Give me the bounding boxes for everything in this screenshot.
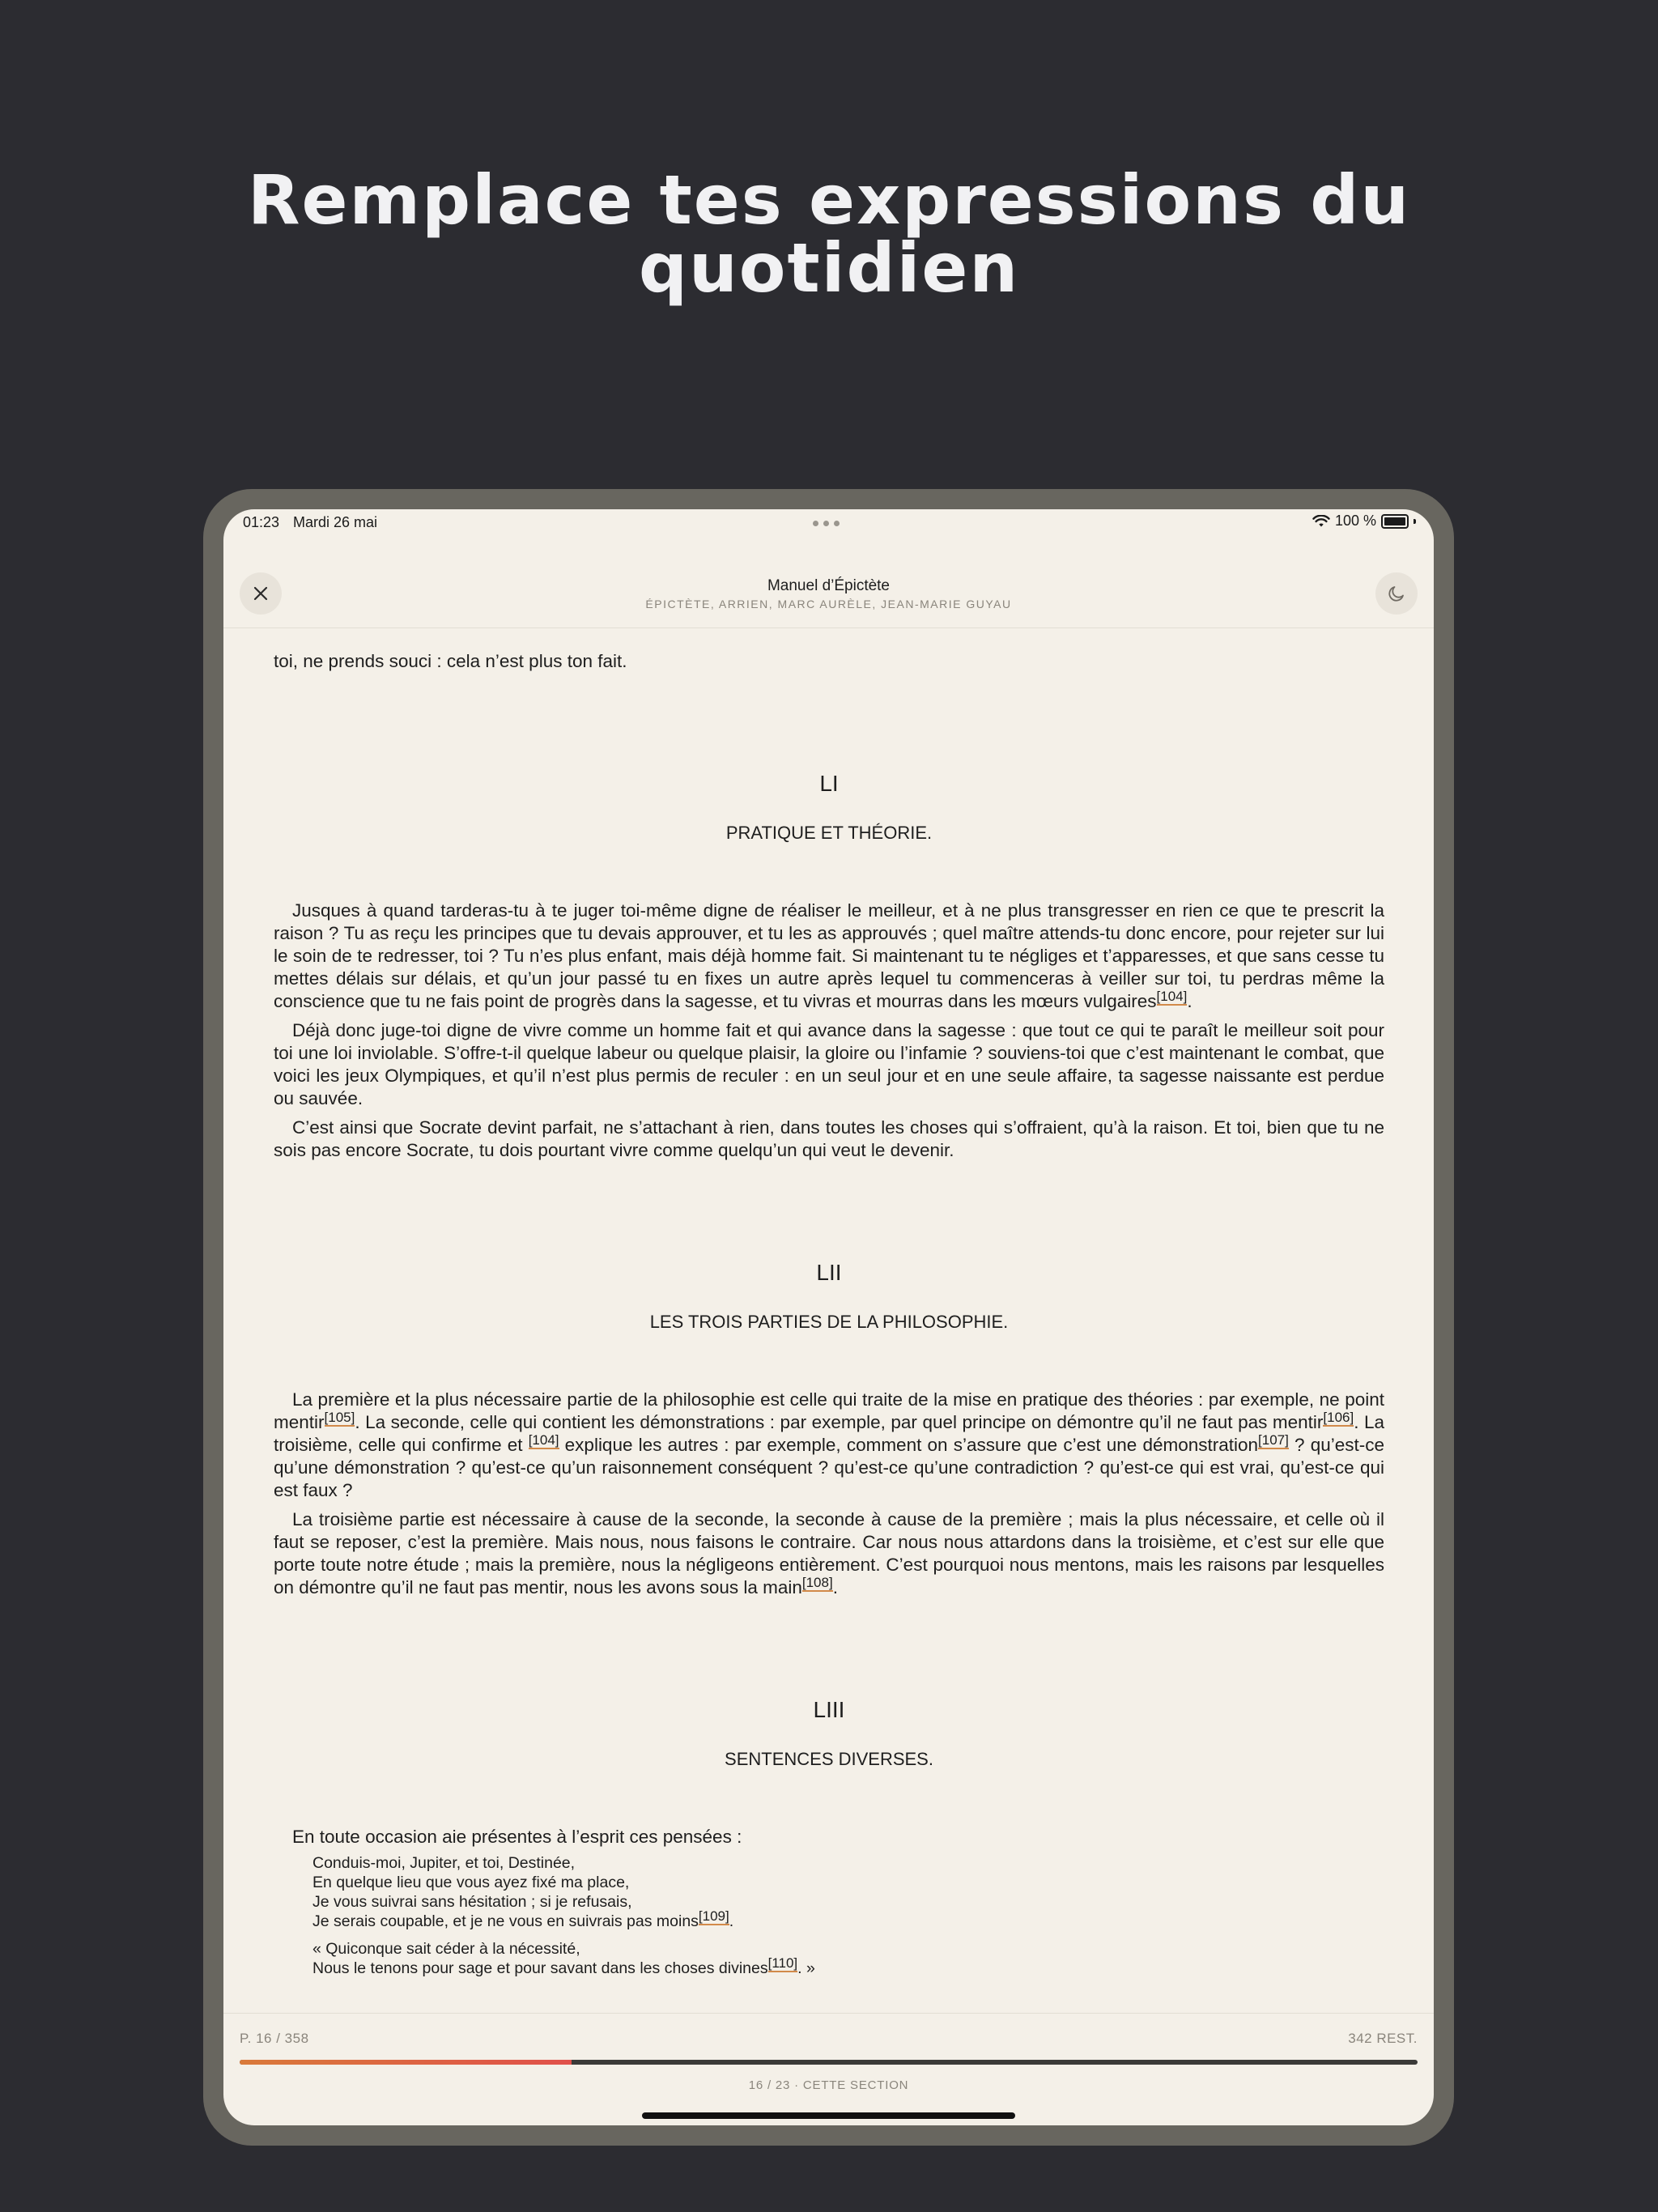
footnote-link[interactable]: [107]	[1258, 1431, 1289, 1448]
reading-progress-fill	[240, 2060, 572, 2065]
theme-toggle-button[interactable]	[1375, 572, 1418, 615]
reader-screen	[223, 509, 1434, 2125]
battery-tip	[1414, 519, 1416, 524]
pages-remaining: 342 REST.	[1348, 2031, 1418, 2046]
wifi-icon	[1312, 515, 1330, 528]
headline-line-2: quotidien	[638, 228, 1020, 308]
verse-line: Nous le tenons pour sage et pour savant dans les choses divines[110]. »	[312, 1955, 815, 1977]
status-right	[1312, 513, 1416, 530]
battery-percent: 100 %	[1334, 513, 1376, 529]
footnote-link[interactable]: [110]	[767, 1955, 798, 1971]
verse-block	[312, 1853, 1384, 1978]
section-progress: 16 / 23 · CETTE SECTION	[748, 2078, 909, 2092]
verse-line: Je vous suivrai sans hésitation ; si je refusais,	[312, 1893, 632, 1911]
chapter-title: SENTENCES DIVERSES.	[725, 1749, 933, 1769]
paragraph-continued: toi, ne prends souci : cela n’est plus ton fait.	[274, 651, 627, 671]
footnote-link[interactable]: [108]	[801, 1574, 833, 1590]
status-date: Mardi 26 mai	[293, 514, 378, 530]
chapter-title: PRATIQUE ET THÉORIE.	[725, 823, 933, 843]
book-authors: ÉPICTÈTE, ARRIEN, MARC AURÈLE, JEAN-MARIE GUYAU	[645, 598, 1012, 610]
paragraph: La troisième partie est nécessaire à cause de la seconde, la seconde à cause de la première ; mais la plus nécessaire, et celle où il faut se reposer, c’est la première. Mais nous, nous faisons le contraire. Car nous nous attardons dans la troisième, et c’est sur elle que porte toute notre étude ; mais la première, nous la négligeons entièrement. C’est pourquoi nous mentons, mais les raisons par lesquelles on démontre qu’il ne faut pas mentir, nous les avons sous la main[108].	[274, 1509, 1384, 1597]
book-text	[274, 627, 1384, 1978]
paragraph: La première et la plus nécessaire partie de la philosophie est celle qui traite de la mise en pratique des théories : par exemple, ne point mentir[105]. La seconde, celle qui contient les démonstrations : par exemple, par quel principe on démontre qu’il ne faut pas mentir[106]. La troisième, celle qui confirme et [104] explique les autres : par exemple, comment on s’assure que c’est une démonstration[107] ? qu’est-ce qu’une démonstration ? qu’est-ce qu’un raisonnement conséquent ? qu’est-ce qu’une contradiction ? qu’est-ce qui est vrai, qu’est-ce qui est faux ?	[274, 1389, 1385, 1500]
chapter-number: LIII	[813, 1697, 845, 1722]
reading-progress-bar[interactable]	[240, 2060, 1418, 2065]
footnote-link[interactable]: [104]	[528, 1431, 559, 1448]
status-time: 01:23	[243, 514, 280, 530]
paragraph: Déjà donc juge-toi digne de vivre comme un homme fait et qui avance dans la sagesse : que tout ce qui te paraît le meilleur soit pour toi une loi inviolable. S’offre-t-il quelque labeur ou quelque plaisir, la gloire ou l’infamie ? souviens-toi que c’est maintenant le combat, que voici les jeux Olympiques, et qu’il n’est plus permis de reculer : en un seul jour et en une seule affaire, ta sagesse naissante est perdue ou sauvée.	[274, 1020, 1384, 1108]
footnote-link[interactable]: [109]	[698, 1908, 729, 1924]
multitasking-dots-icon[interactable]	[813, 521, 840, 526]
moon-icon	[1387, 584, 1406, 603]
status-bar	[223, 509, 1434, 538]
footnote-link[interactable]: [104]	[1156, 988, 1188, 1004]
battery-icon	[1381, 514, 1409, 529]
chapter-number: LII	[816, 1260, 842, 1285]
home-indicator[interactable]	[642, 2112, 1015, 2119]
page-indicator: P. 16 / 358	[240, 2031, 309, 2046]
chapter-number: LI	[819, 771, 839, 796]
chapter-title: LES TROIS PARTIES DE LA PHILOSOPHIE.	[649, 1312, 1009, 1332]
verse-line: Conduis-moi, Jupiter, et toi, Destinée,	[312, 1854, 576, 1872]
verse-line: Je serais coupable, et je ne vous en suivrais pas moins[109].	[312, 1908, 734, 1930]
verse-line: En quelque lieu que vous ayez fixé ma place,	[312, 1874, 630, 1891]
paragraph: En toute occasion aie présentes à l’esprit ces pensées :	[292, 1827, 742, 1847]
headline-line-1: Remplace tes expressions du	[247, 160, 1411, 240]
footnote-link[interactable]: [106]	[1323, 1409, 1354, 1425]
footnote-link[interactable]: [105]	[324, 1409, 355, 1425]
reader-header	[223, 538, 1434, 628]
paragraph: Jusques à quand tarderas-tu à te juger toi-même digne de réaliser le meilleur, et à ne plus transgresser en rien ce que te prescrit la raison ? Tu as reçu les principes que tu devais approuver, et tu les as approuvés ; quel maître attends-tu donc encore, pour rejeter sur lui le soin de te redresser, toi ? Tu n’es plus enfant, mais déjà homme fait. Si maintenant tu te négliges et t’apparesses, et que sans cesse tu mettes délais sur délais, et qu’un jour passé tu en fixes un autre après lequel tu commenceras à veiller sur toi, tu perdras même la conscience que tu ne fais point de progrès dans la sagesse, et tu vivras et mourras dans les mœurs vulgaires[104].	[274, 900, 1384, 1011]
reader-footer	[223, 2013, 1434, 2125]
book-title: Manuel d’Épictète	[767, 577, 891, 594]
paragraph: C’est ainsi que Socrate devint parfait, ne s’attachant à rien, dans toutes les choses qui s’offraient, qu’à la raison. Et toi, bien que tu ne sois pas encore Socrate, tu dois pourtant vivre comme quelqu’un qui veut le devenir.	[274, 1117, 1384, 1160]
verse-line: « Quiconque sait céder à la nécessité,	[312, 1940, 580, 1958]
promo-headline	[0, 160, 1658, 308]
